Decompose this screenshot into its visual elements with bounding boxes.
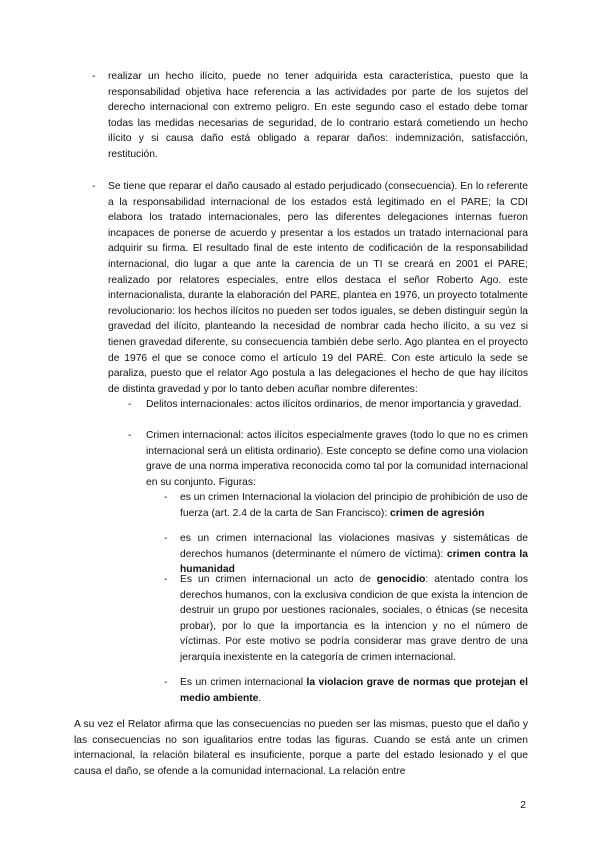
bullet-dash: - [92, 71, 96, 82]
paragraph-objective-responsibility: realizar un hecho ilícito, puede no tener adquirida esta característica, puesto que la responsabilidad objetiva hace referencia a las actividades por parte de los sujetos del derecho internacional con extremo peligro. En este segundo caso el estado debe tomar todas las medidas necesarias de seguridad, de lo contrario estará cometiendo un hecho ilícito y si causa daño está obligado a reparar daños: indemnización, satisfacción, restitución. [108, 71, 528, 160]
figure-bullet-dash: - [164, 533, 168, 544]
figure-genocidio [180, 572, 528, 666]
figure-term-bold: crimen de agresión [390, 507, 485, 519]
figure-term-bold: la violacion grave de normas que protejan el medio ambiente [180, 677, 528, 704]
bullet-dash: - [92, 181, 96, 192]
sub-item-crimen-internacional: Crimen internacional: actos ilícitos especialmente graves (todo lo que no es crimen internacional será un elitista ordinario). Este concepto se define como una violacion grave de una norma imperativa reconocida como tal por la comunidad internacional en su conjunto. Figuras: [146, 430, 528, 488]
figure-text: es un crimen internacional las violaciones masivas y sistemáticas de derechos humanos (determinante el número de víctima): [180, 533, 528, 560]
figure-text-continued: : atentado contra los derechos humanos, con la exclusiva condicion de que exista la intencion de destruir un grupo por uestiones racionales, sociales, o étnicas (se necesita probar), por lo que la importancia es la intencion y no el número de víctimas. Por este motivo se podría considerar mas grave dentro de una jerarquía inexistente en la categoría de crimen internacional. [180, 574, 528, 663]
figure-text: Es un crimen internacional [180, 677, 307, 688]
paragraph-relator-consequences: A su vez el Relator afirma que las consecuencias no pueden ser las mismas, puesto que el daño y las consecuencias no son igualitarios entre todas las figuras. Cuando se está ante un crimen internacional, la relación bilateral es insuficiente, porque a parte del estado lesionado y el que causa el daño, se ofende a la comunidad internacional. La relación entre [74, 719, 528, 777]
figure-text: es un crimen Internacional la violacion del principio de prohibición de uso de fuerza (art. 2.4 de la carta de San Francisco): [180, 492, 528, 519]
page-number: 2 [520, 800, 526, 811]
figure-text: Es un crimen internacional un acto de [180, 574, 377, 585]
sub-bullet-dash: - [128, 430, 132, 441]
figure-medio-ambiente [180, 675, 528, 706]
figure-bullet-dash: - [164, 574, 168, 585]
figure-crimen-humanidad [180, 531, 528, 578]
figure-crimen-agresion [180, 490, 528, 521]
figure-bullet-dash: - [164, 677, 168, 688]
figure-bullet-dash: - [164, 492, 168, 503]
figure-term-bold: crimen contra la humanidad [180, 548, 528, 576]
sub-item-delitos-internacionales: Delitos internacionales: actos ilícitos ordinarios, de menor importancia y gravedad. [146, 399, 522, 410]
figure-text-end: . [258, 692, 262, 704]
figure-term-bold: genocidio [376, 574, 426, 585]
paragraph-reparation-pare: Se tiene que reparar el daño causado al estado perjudicado (consecuencia). En lo referente a la responsabilidad internacional de los estados está legitimado en el PARE; la CDI elabora los tratado internacionales, pero las diferentes delegaciones internas fueron incapaces de ponerse de acuerdo y presentar a los estados un tratado internacional para adquirir su firma. El resultado final de este intento de codificación de la responsabilidad internacional, dio lugar a que ante la carencia de un TI se creará en 2001 el PARE; realizado por relatores especiales, entre ellos destaca el señor Roberto Ago. este internacionalista, durante la elaboración del PARE, plantea en 1976, un proyecto totalmente revolucionario: los hechos ilícitos no pueden ser todos iguales, se deben distinguir según la gravedad del ilícito, planteando la necesidad de nombrar cada hecho ilícito, a su vez si tienen gravedad diferente, su consecuencia también debe serlo. Ago plantea en el proyecto de 1976 el que se conoce como el artículo 19 del PARÉ. Con este articulo la sede se paraliza, puesto que el relator Ago postula a las delegaciones el hecho de que hay ilícitos de distinta gravedad y por lo tanto deben acuñar nombre diferentes: [108, 181, 528, 395]
sub-bullet-dash: - [128, 399, 132, 410]
